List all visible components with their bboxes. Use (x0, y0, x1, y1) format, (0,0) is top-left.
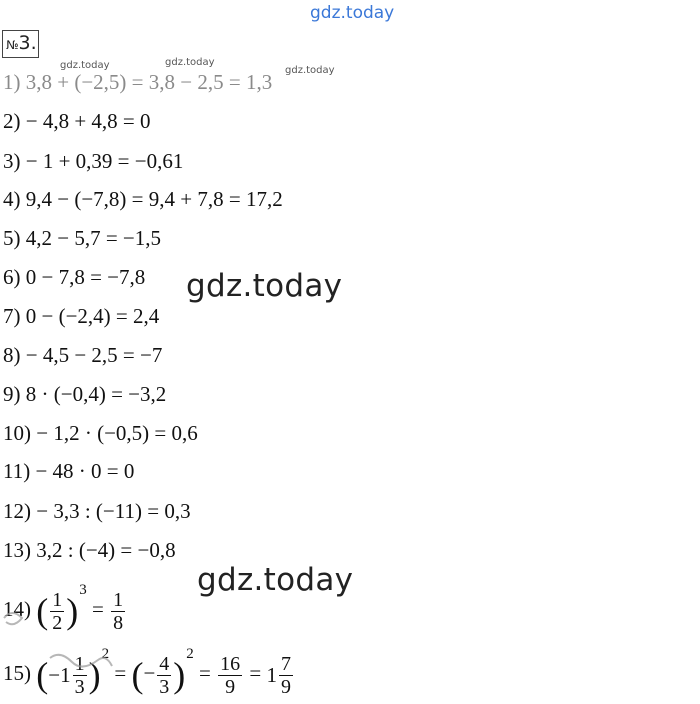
watermark-small-1: gdz.today (60, 60, 110, 71)
open-paren: ( (36, 591, 49, 632)
solution-line-4: 4) 9,4 − (−7,8) = 9,4 + 7,8 = 17,2 (3, 187, 283, 211)
mixed-number-base: −1 $\frac{1}{3}$ (48, 652, 85, 698)
line-15-label: 15) (3, 661, 31, 685)
mixed-number-result: 1 $\frac{7}{9}$ (266, 652, 291, 698)
exponent: 2 (101, 646, 110, 662)
watermark-small-3: gdz.today (285, 65, 335, 76)
fraction-base-2: $\frac{4}{3}$ (159, 652, 170, 698)
fraction-base: $\frac{1}{2}$ (52, 588, 63, 634)
solution-line-2: 2) − 4,8 + 4,8 = 0 (3, 109, 151, 133)
watermark-big-2: gdz.today (197, 562, 354, 598)
equals-sign-2: = (199, 661, 211, 685)
close-paren-2: ) (173, 655, 186, 696)
watermark-big-1: gdz.today (186, 268, 343, 304)
solution-line-13: 13) 3,2 : (−4) = −0,8 (3, 538, 176, 562)
solution-line-6: 6) 0 − 7,8 = −7,8 (3, 265, 146, 289)
open-paren: ( (36, 655, 49, 696)
exponent-2: 2 (186, 646, 194, 662)
equals-sign: = (92, 597, 104, 621)
fraction-result: $\frac{16}{9}$ (220, 652, 241, 698)
task-number-label (2, 30, 39, 58)
solution-line-5: 5) 4,2 − 5,7 = −1,5 (3, 226, 162, 250)
task-number: 3. (18, 32, 37, 54)
watermark-small-2: gdz.today (165, 57, 215, 68)
solution-line-1: 1) 3,8 + (−2,5) = 3,8 − 2,5 = 1,3 (3, 70, 273, 94)
solution-line-10: 10) − 1,2 · (−0,5) = 0,6 (3, 421, 198, 445)
solution-line-12: 12) − 3,3 : (−11) = 0,3 (3, 499, 191, 523)
equals-sign-3: = (249, 661, 262, 685)
line-14-label: 14) (3, 597, 31, 621)
solution-line-9: 9) 8 · (−0,4) = −3,2 (3, 382, 167, 406)
exponent: 3 (79, 582, 87, 598)
solution-line-8: 8) − 4,5 − 2,5 = −7 (3, 343, 163, 367)
equals-sign: = (114, 661, 127, 685)
scribble-marks (0, 590, 130, 700)
minus-sign: − (143, 661, 156, 685)
solution-line-7: 7) 0 − (−2,4) = 2,4 (3, 304, 160, 328)
task-number-prefix: № (6, 38, 19, 52)
solution-line-11: 11) − 48 · 0 = 0 (3, 459, 135, 483)
close-paren: ) (66, 591, 79, 632)
fraction-result: $\frac{1}{8}$ (113, 588, 124, 634)
close-paren: ) (88, 655, 101, 696)
watermark-top: gdz.today (310, 3, 395, 23)
open-paren-2: ( (131, 655, 144, 696)
solution-line-3: 3) − 1 + 0,39 = −0,61 (3, 149, 184, 173)
